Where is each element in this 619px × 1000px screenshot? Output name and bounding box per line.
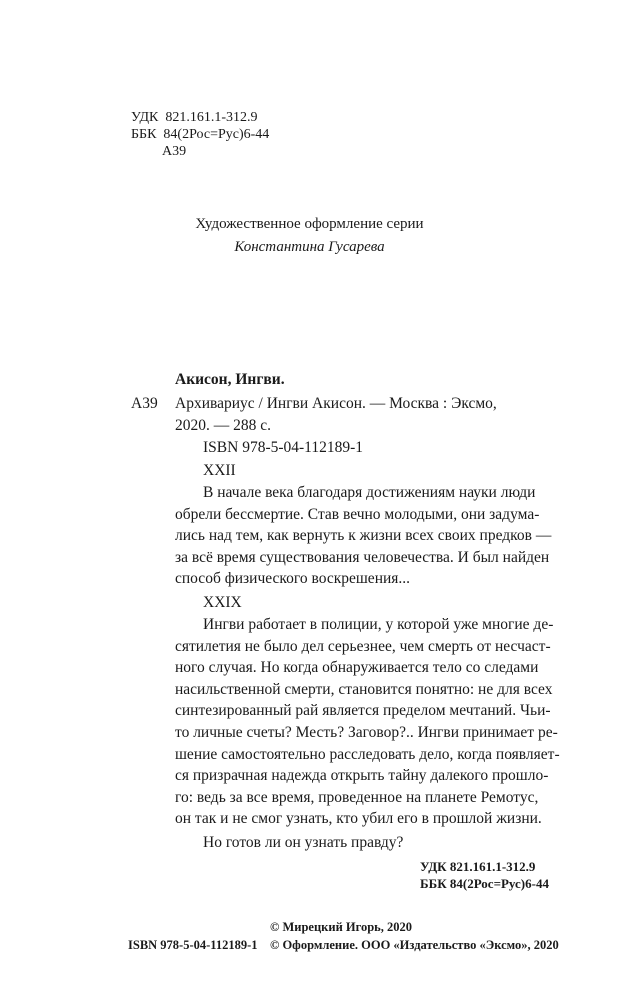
- bbk-repeat: ББК 84(2Рос=Рус)6-44: [420, 876, 549, 891]
- author-mark-top: А39: [162, 144, 187, 159]
- para2-line: го: ведь за все время, проведенное на планете Ремотус,: [175, 788, 539, 806]
- era-heading-2: XXIX: [203, 594, 242, 611]
- para2-line: ся призрачная надежда открыть тайну далекого прошло-: [175, 767, 549, 785]
- record-author: Акисон, Ингви.: [175, 371, 285, 388]
- para1-line: способ физического воскрешения...: [175, 570, 411, 588]
- para2-line: насильственной смерти, становится понятно: не для всех: [175, 680, 553, 698]
- annotation-paragraph-1: [175, 482, 555, 590]
- udk-line: [131, 110, 258, 126]
- para2-line: синтезированный рай является пределом мечтаний. Чьи-: [175, 702, 551, 720]
- bbk-label: ББК: [131, 127, 157, 142]
- copyright-isbn: ISBN 978-5-04-112189-1: [128, 938, 258, 952]
- para2-line: Ингви работает в полиции, у которой уже многие де-: [203, 616, 554, 633]
- para2-line: шение самостоятельно расследовать дело, когда появляет-: [175, 745, 560, 763]
- record-title-line-2: 2020. — 288 с.: [175, 417, 272, 434]
- copyright-author: © Мирецкий Игорь, 2020: [270, 920, 413, 934]
- para2-line: то личные счеты? Месть? Заговор?.. Ингви принимает ре-: [175, 723, 558, 741]
- bbk-line: [131, 127, 269, 143]
- annotation-paragraph-2: [175, 614, 560, 830]
- era-heading-1: XXII: [203, 462, 236, 479]
- record-isbn: ISBN 978-5-04-112189-1: [203, 439, 364, 456]
- credit-line-1: Художественное оформление серии: [195, 216, 424, 232]
- udk-repeat: УДК 821.161.1-312.9: [420, 859, 536, 874]
- para1-line: лись над тем, как вернуть к жизни всех своих предков —: [175, 527, 552, 545]
- para1-line: В начале века благодаря достижениям науки люди: [203, 484, 536, 501]
- udk-label: УДК: [131, 110, 159, 125]
- para2-line: ного случая. Но когда обнаруживается тело со следами: [175, 659, 539, 677]
- copyright-publisher: © Оформление. ООО «Издательство «Эксмо», 2020: [270, 938, 559, 952]
- credit-line-2: Константина Гусарева: [234, 239, 385, 255]
- record-title-line-1: Архивариус / Ингви Акисон. — Москва : Эксмо,: [175, 395, 497, 412]
- record-mark: А39: [131, 395, 158, 412]
- para2-line: он так и не смог узнать, кто убил его в прошлой жизни.: [175, 810, 542, 828]
- para2-line: сятилетия не было дел серьезнее, чем смерть от несчаст-: [175, 637, 551, 655]
- closing-question: Но готов ли он узнать правду?: [203, 834, 404, 851]
- udk-value: 821.161.1-312.9: [165, 110, 258, 125]
- bbk-value: 84(2Рос=Рус)6-44: [163, 127, 270, 142]
- para1-line: за всё время существования человечества. И был найден: [175, 548, 550, 566]
- para1-line: обрели бессмертие. Став вечно молодыми, они задума-: [175, 505, 540, 523]
